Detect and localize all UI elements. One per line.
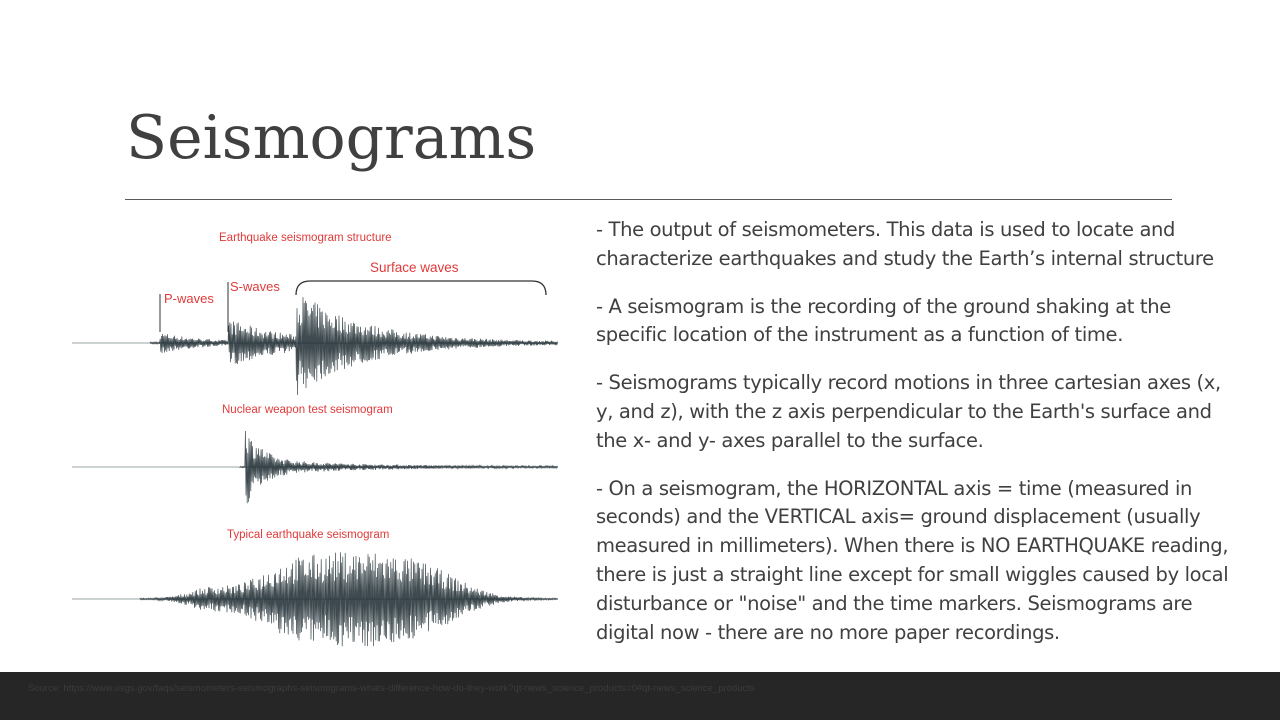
panel-title-earthquake-structure: Earthquake seismogram structure <box>219 232 392 244</box>
surface-waves-bracket <box>296 281 546 295</box>
seismogram-wave <box>240 431 557 503</box>
seismogram-illustration <box>60 215 570 660</box>
source-citation: Source: https://www.usgs.gov/faqs/seismometers-seismographs-seismograms-whats-difference-how-do-they-work?qt-news_science_products=0#qt-news_science_products <box>28 683 755 694</box>
earthquake-structure-trace <box>72 297 558 395</box>
slide-title: Seismograms <box>126 103 537 173</box>
title-divider <box>125 199 1172 200</box>
p-waves-label: P-waves <box>164 291 214 306</box>
paragraph-seismometer-output: - The output of seismometers. This data is used to locate and characterize earthquakes and study the Earth’s internal structure <box>596 218 1214 270</box>
nuclear-test-trace <box>72 431 558 503</box>
paragraph-seismogram-definition: - A seismogram is the recording of the ground shaking at the specific location of the instrument as a function of time. <box>596 294 1171 347</box>
surface-waves-label: Surface waves <box>370 260 459 275</box>
typical-earthquake-trace <box>72 552 558 646</box>
seismogram-figure <box>60 215 570 660</box>
paragraph-horizontal-vertical-axes: - On a seismogram, the HORIZONTAL axis = time (measured in seconds) and the VERTICAL axis= ground displacement (usually measured in millimeters). When there is NO EARTHQUAKE reading, there is just a straight line except for small wiggles caused by local disturbance or "noise" and the time markers. Seismograms are digital now - there are no more paper recordings. <box>596 476 1229 644</box>
paragraph-cartesian-axes: - Seismograms typically record motions in three cartesian axes (x, y, and z), with the z axis perpendicular to the Earth's surface and the x- and y- axes parallel to the surface. <box>596 371 1221 452</box>
panel-title-nuclear-test: Nuclear weapon test seismogram <box>222 404 393 416</box>
panel-title-typical-earthquake: Typical earthquake seismogram <box>227 529 390 541</box>
seismogram-wave <box>140 552 558 646</box>
footer-bar <box>0 672 1280 720</box>
body-text <box>596 216 1276 666</box>
seismogram-wave <box>150 297 557 395</box>
s-waves-label: S-waves <box>230 279 280 294</box>
